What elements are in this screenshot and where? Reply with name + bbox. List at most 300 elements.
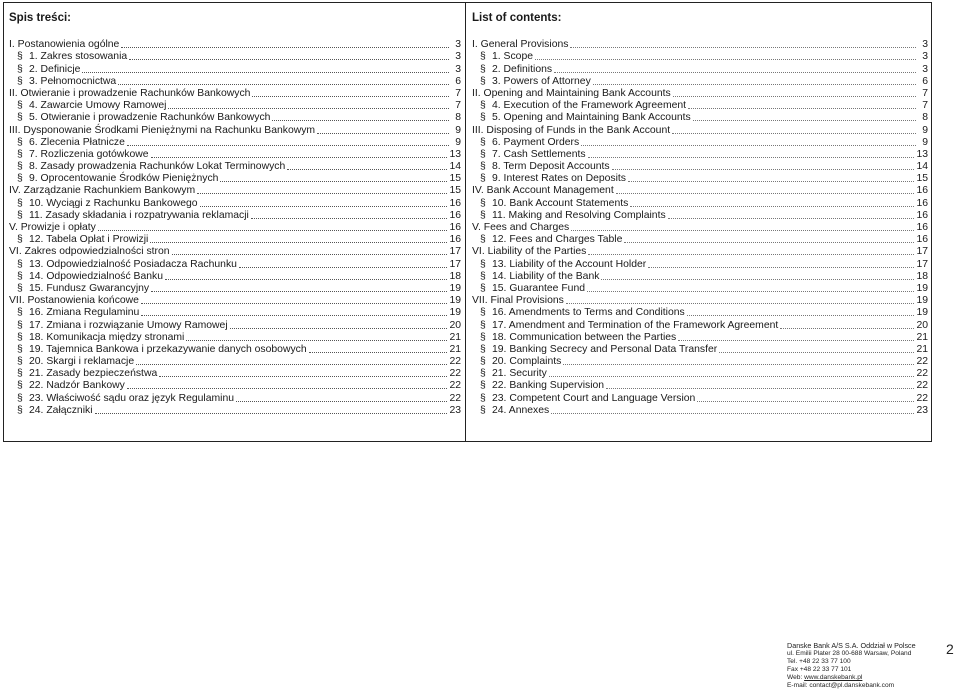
toc-entry[interactable]: [9, 124, 461, 136]
toc-entry[interactable]: [472, 234, 928, 246]
section-symbol: §: [480, 51, 486, 63]
toc-entry-label: 19. Banking Secrecy and Personal Data Transfer: [492, 343, 718, 355]
toc-dot-leader: [688, 108, 916, 109]
toc-entry-label: III. Disposing of Funds in the Bank Account: [472, 124, 671, 136]
toc-entry-page: 16: [449, 209, 461, 221]
toc-entry-label: 2. Definitions: [492, 63, 553, 75]
toc-entry[interactable]: [472, 124, 928, 136]
toc-dot-leader: [118, 84, 449, 85]
toc-entry-label: 20. Complaints: [492, 356, 562, 368]
toc-entry-page: 16: [916, 197, 928, 209]
toc-entry[interactable]: [472, 63, 928, 75]
toc-entry-page: 9: [922, 136, 928, 148]
toc-entry[interactable]: [472, 271, 928, 283]
section-symbol: §: [17, 51, 23, 63]
toc-entry-page: 3: [455, 51, 461, 63]
toc-entry-label: 8. Zasady prowadzenia Rachunków Lokat Terminowych: [29, 161, 286, 173]
footer-web: [787, 674, 916, 682]
toc-dot-leader: [549, 376, 915, 377]
toc-entry-label: 24. Załączniki: [29, 404, 93, 416]
section-symbol: §: [17, 331, 23, 343]
section-symbol: §: [17, 343, 23, 355]
toc-entry-label: 8. Term Deposit Accounts: [492, 161, 610, 173]
toc-dot-leader: [678, 340, 914, 341]
toc-entry[interactable]: [9, 246, 461, 258]
toc-entry[interactable]: [9, 222, 461, 234]
toc-entry[interactable]: [9, 51, 461, 63]
toc-entry[interactable]: [9, 63, 461, 75]
toc-entry-page: 14: [449, 161, 461, 173]
toc-entry-label: IV. Zarządzanie Rachunkiem Bankowym: [9, 185, 196, 197]
section-symbol: §: [480, 270, 486, 282]
toc-entry-page: 22: [916, 380, 928, 392]
toc-entry[interactable]: [9, 185, 461, 197]
toc-dot-leader: [612, 169, 915, 170]
toc-entry[interactable]: [472, 283, 928, 295]
bank-footer: [787, 642, 916, 690]
toc-entry-page: 18: [449, 270, 461, 282]
toc-entry-page: 22: [449, 368, 461, 380]
toc-entry-page: 21: [916, 331, 928, 343]
toc-entry-label: 4. Execution of the Framework Agreement: [492, 100, 687, 112]
toc-dot-leader: [127, 388, 448, 389]
toc-entry[interactable]: [472, 185, 928, 197]
toc-dot-leader: [141, 315, 447, 316]
toc-entry-label: 16. Amendments to Terms and Conditions: [492, 307, 685, 319]
toc-entry-label: I. General Provisions: [472, 39, 569, 51]
toc-entry-label: 7. Cash Settlements: [492, 148, 586, 160]
toc-dot-leader: [239, 267, 447, 268]
toc-entry-page: 7: [455, 87, 461, 99]
toc-dot-leader: [127, 145, 449, 146]
toc-entry-page: 16: [916, 234, 928, 246]
toc-entry[interactable]: [9, 258, 461, 270]
toc-entry-label: 21. Zasady bezpieczeństwa: [29, 368, 158, 380]
toc-dot-leader: [673, 96, 916, 97]
toc-entry[interactable]: [472, 100, 928, 112]
toc-entry-label: 16. Zmiana Regulaminu: [29, 307, 140, 319]
toc-entry-page: 22: [449, 356, 461, 368]
toc-entry-label: VII. Postanowienia końcowe: [9, 295, 139, 307]
section-symbol: §: [480, 136, 486, 148]
toc-entry-label: 17. Zmiana i rozwiązanie Umowy Ramowej: [29, 319, 228, 331]
toc-entry-label: V. Fees and Charges: [472, 222, 570, 233]
toc-entry-label: 22. Nadzór Bankowy: [29, 380, 125, 392]
toc-entry[interactable]: [9, 149, 461, 161]
toc-entry[interactable]: [472, 173, 928, 185]
section-symbol: §: [17, 209, 23, 221]
page-number: 2: [946, 641, 954, 657]
toc-entry-page: 13: [449, 148, 461, 160]
toc-entry-page: 20: [916, 319, 928, 331]
toc-entry-page: 17: [916, 258, 928, 270]
toc-entry-label: 22. Banking Supervision: [492, 380, 605, 392]
toc-entry[interactable]: [472, 319, 928, 331]
toc-dot-leader: [197, 193, 447, 194]
toc-entry-page: 16: [916, 209, 928, 221]
toc-entry[interactable]: [472, 307, 928, 319]
section-symbol: §: [480, 380, 486, 392]
toc-entry-page: 15: [449, 185, 461, 197]
section-symbol: §: [480, 404, 486, 416]
toc-dot-leader: [593, 84, 916, 85]
toc-dot-leader: [186, 340, 447, 341]
toc-entry-page: 3: [922, 51, 928, 63]
toc-entry-page: 21: [916, 343, 928, 355]
toc-entry[interactable]: [9, 210, 461, 222]
toc-dot-leader: [587, 291, 914, 292]
section-symbol: §: [17, 148, 23, 160]
toc-entry-page: 20: [449, 319, 461, 331]
toc-entry[interactable]: [472, 39, 928, 51]
toc-entry[interactable]: [9, 283, 461, 295]
toc-entry-page: 19: [916, 307, 928, 319]
section-symbol: §: [17, 356, 23, 368]
toc-entry-page: 15: [449, 173, 461, 185]
toc-dot-leader: [309, 352, 448, 353]
toc-entry[interactable]: [9, 100, 461, 112]
toc-entry[interactable]: [9, 380, 461, 392]
toc-entry-page: 23: [449, 404, 461, 416]
toc-entry-page: 16: [449, 222, 461, 233]
toc-polish: [3, 2, 466, 442]
toc-entry[interactable]: [9, 344, 461, 356]
toc-entry[interactable]: [472, 88, 928, 100]
toc-dot-leader: [82, 72, 449, 73]
toc-dot-leader: [159, 376, 447, 377]
section-symbol: §: [480, 392, 486, 404]
section-symbol: §: [480, 319, 486, 331]
section-symbol: §: [17, 404, 23, 416]
section-symbol: §: [17, 112, 23, 124]
section-symbol: §: [480, 234, 486, 246]
toc-dot-leader: [687, 315, 915, 316]
toc-dot-leader: [630, 206, 914, 207]
section-symbol: §: [480, 197, 486, 209]
toc-entry-page: 22: [916, 392, 928, 404]
toc-entry[interactable]: [472, 295, 928, 307]
toc-entry-label: VII. Final Provisions: [472, 295, 564, 307]
section-symbol: §: [17, 368, 23, 380]
toc-dot-leader: [252, 96, 449, 97]
section-symbol: §: [480, 63, 486, 75]
toc-entry[interactable]: [9, 405, 461, 417]
footer-address: ul. Emilii Plater 28 00-688 Warsaw, Poland: [787, 650, 912, 657]
toc-entry-label: 11. Making and Resolving Complaints: [492, 209, 666, 221]
toc-entry-label: 12. Fees and Charges Table: [492, 234, 623, 246]
toc-entry[interactable]: [9, 271, 461, 283]
toc-entry[interactable]: [472, 51, 928, 63]
toc-entry-label: 13. Liability of the Account Holder: [492, 258, 647, 270]
toc-dot-leader: [95, 413, 448, 414]
toc-entry[interactable]: [472, 392, 928, 404]
toc-entry-page: 16: [916, 185, 928, 197]
toc-entry-label: 10. Bank Account Statements: [492, 197, 629, 209]
toc-entry[interactable]: [472, 380, 928, 392]
toc-entry-label: 6. Zlecenia Płatnicze: [29, 136, 125, 148]
toc-entry[interactable]: [472, 344, 928, 356]
toc-entry-page: 21: [449, 331, 461, 343]
section-symbol: §: [17, 75, 23, 87]
toc-dot-leader: [697, 401, 914, 402]
toc-entry-label: 7. Rozliczenia gotówkowe: [29, 148, 149, 160]
section-symbol: §: [480, 282, 486, 294]
footer-company: Danske Bank A/S S.A. Oddział w Polsce: [787, 641, 916, 650]
toc-dot-leader: [606, 388, 914, 389]
section-symbol: §: [17, 161, 23, 173]
toc-entry-label: 14. Odpowiedzialność Banku: [29, 270, 164, 282]
toc-entry-page: 17: [449, 246, 461, 258]
toc-dot-leader: [98, 230, 448, 231]
toc-list-english: [472, 39, 928, 417]
footer-tel: Tel. +48 22 33 77 100: [787, 658, 851, 665]
footer-web-label: Web:: [787, 674, 805, 681]
toc-entry[interactable]: [472, 368, 928, 380]
toc-entry-page: 22: [449, 380, 461, 392]
toc-entry[interactable]: [9, 88, 461, 100]
toc-dot-leader: [121, 47, 449, 48]
toc-dot-leader: [588, 157, 915, 158]
section-symbol: §: [480, 161, 486, 173]
toc-entry[interactable]: [472, 246, 928, 258]
toc-dot-leader: [601, 279, 914, 280]
section-symbol: §: [17, 100, 23, 112]
section-symbol: §: [17, 392, 23, 404]
toc-list-polish: [9, 39, 461, 417]
toc-entry[interactable]: [9, 234, 461, 246]
toc-entry[interactable]: [472, 197, 928, 209]
section-symbol: §: [480, 173, 486, 185]
toc-entry-label: 11. Zasady składania i rozpatrywania reklamacji: [29, 209, 249, 221]
toc-entry[interactable]: [9, 137, 461, 149]
toc-entry-page: 19: [449, 295, 461, 307]
toc-entry-page: 22: [449, 392, 461, 404]
toc-entry[interactable]: [9, 307, 461, 319]
section-symbol: §: [17, 307, 23, 319]
toc-dot-leader: [172, 254, 448, 255]
toc-heading-polish: Spis treści:: [9, 12, 71, 24]
toc-dot-leader: [236, 401, 447, 402]
section-symbol: §: [480, 112, 486, 124]
toc-entry-label: 12. Tabela Opłat i Prowizji: [29, 234, 149, 246]
toc-entry-page: 9: [455, 124, 461, 136]
toc-entry-page: 6: [922, 75, 928, 87]
toc-dot-leader: [566, 303, 915, 304]
section-symbol: §: [480, 356, 486, 368]
toc-dot-leader: [780, 328, 914, 329]
toc-entry-page: 19: [449, 282, 461, 294]
toc-entry-page: 22: [916, 368, 928, 380]
footer-fax: Fax +48 22 33 77 101: [787, 666, 852, 673]
section-symbol: §: [17, 173, 23, 185]
toc-entry[interactable]: [9, 197, 461, 209]
toc-entry[interactable]: [472, 210, 928, 222]
section-symbol: §: [17, 234, 23, 246]
toc-dot-leader: [719, 352, 914, 353]
toc-dot-leader: [150, 242, 447, 243]
toc-entry-label: II. Otwieranie i prowadzenie Rachunków Bankowych: [9, 87, 251, 99]
toc-dot-leader: [668, 218, 915, 219]
toc-entry[interactable]: [9, 368, 461, 380]
section-symbol: §: [17, 136, 23, 148]
toc-entry[interactable]: [9, 356, 461, 368]
section-symbol: §: [17, 197, 23, 209]
toc-entry-label: 19. Tajemnica Bankowa i przekazywanie danych osobowych: [29, 343, 307, 355]
toc-entry[interactable]: [9, 161, 461, 173]
section-symbol: §: [17, 319, 23, 331]
toc-dot-leader: [581, 145, 916, 146]
toc-entry-label: 1. Scope: [492, 51, 534, 63]
toc-entry[interactable]: [472, 222, 928, 234]
toc-dot-leader: [551, 413, 914, 414]
toc-dot-leader: [168, 108, 449, 109]
toc-dot-leader: [628, 181, 914, 182]
toc-entry[interactable]: [472, 258, 928, 270]
toc-entry-label: 15. Guarantee Fund: [492, 282, 586, 294]
toc-entry-label: 2. Definicje: [29, 63, 81, 75]
toc-entry-page: 19: [449, 307, 461, 319]
toc-entry-label: 23. Właściwość sądu oraz język Regulaminu: [29, 392, 235, 404]
toc-entry-label: 3. Powers of Attorney: [492, 75, 591, 87]
toc-entry-label: 20. Skargi i reklamacje: [29, 356, 135, 368]
toc-entry-page: 16: [449, 197, 461, 209]
toc-entry-page: 3: [455, 39, 461, 51]
toc-entry-page: 23: [916, 404, 928, 416]
toc-dot-leader: [220, 181, 447, 182]
toc-entry-page: 7: [922, 87, 928, 99]
toc-entry[interactable]: [472, 332, 928, 344]
toc-entry-label: 21. Security: [492, 368, 547, 380]
toc-entry[interactable]: [9, 332, 461, 344]
toc-dot-leader: [230, 328, 448, 329]
toc-entry-label: I. Postanowienia ogólne: [9, 39, 120, 51]
toc-entry-label: 6. Payment Orders: [492, 136, 580, 148]
toc-entry[interactable]: [9, 173, 461, 185]
toc-entry-label: 17. Amendment and Termination of the Framework Agreement: [492, 319, 779, 331]
toc-dot-leader: [554, 72, 916, 73]
section-symbol: §: [17, 270, 23, 282]
toc-entry-page: 17: [449, 258, 461, 270]
toc-dot-leader: [616, 193, 915, 194]
section-symbol: §: [17, 258, 23, 270]
toc-entry-label: 9. Interest Rates on Deposits: [492, 173, 626, 185]
toc-entry-page: 15: [916, 173, 928, 185]
toc-entry-page: 3: [922, 63, 928, 75]
footer-web-link[interactable]: www.danskebank.pl: [804, 674, 863, 681]
toc-entry-page: 3: [455, 63, 461, 75]
toc-dot-leader: [151, 157, 448, 158]
toc-entry[interactable]: [9, 112, 461, 124]
toc-dot-leader: [535, 59, 916, 60]
toc-entry-page: 14: [916, 161, 928, 173]
toc-entry[interactable]: [472, 76, 928, 88]
footer-email: E-mail: contact@pl.danskebank.com: [787, 682, 895, 689]
toc-entry-page: 13: [916, 148, 928, 160]
toc-dot-leader: [588, 254, 914, 255]
toc-dot-leader: [624, 242, 914, 243]
toc-entry-page: 3: [922, 39, 928, 51]
toc-entry-label: 15. Fundusz Gwarancyjny: [29, 282, 150, 294]
toc-dot-leader: [200, 206, 448, 207]
toc-entry-label: 9. Oprocentowanie Środków Pieniężnych: [29, 173, 219, 185]
section-symbol: §: [480, 148, 486, 160]
toc-entry-label: V. Prowizje i opłaty: [9, 222, 96, 233]
toc-entry-page: 17: [916, 246, 928, 258]
section-symbol: §: [480, 331, 486, 343]
section-symbol: §: [480, 343, 486, 355]
toc-entry-label: 5. Otwieranie i prowadzenie Rachunków Bankowych: [29, 112, 271, 124]
toc-entry-label: IV. Bank Account Management: [472, 185, 614, 197]
toc-entry[interactable]: [9, 392, 461, 404]
toc-entry[interactable]: [472, 137, 928, 149]
toc-dot-leader: [272, 120, 449, 121]
toc-entry-page: 9: [455, 136, 461, 148]
toc-dot-leader: [563, 364, 914, 365]
toc-dot-leader: [129, 59, 449, 60]
toc-dot-leader: [251, 218, 448, 219]
section-symbol: §: [480, 258, 486, 270]
toc-dot-leader: [287, 169, 447, 170]
toc-entry-label: 18. Komunikacja między stronami: [29, 331, 185, 343]
section-symbol: §: [480, 209, 486, 221]
toc-entry-label: 10. Wyciągi z Rachunku Bankowego: [29, 197, 198, 209]
toc-entry[interactable]: [472, 161, 928, 173]
toc-entry-page: 7: [922, 100, 928, 112]
toc-entry-page: 18: [916, 270, 928, 282]
toc-entry-page: 8: [455, 112, 461, 124]
toc-dot-leader: [672, 133, 916, 134]
toc-entry-page: 7: [455, 100, 461, 112]
toc-dot-leader: [136, 364, 447, 365]
toc-entry-label: 23. Competent Court and Language Version: [492, 392, 696, 404]
toc-entry-label: 18. Communication between the Parties: [492, 331, 677, 343]
toc-entry-page: 21: [449, 343, 461, 355]
toc-entry[interactable]: [472, 405, 928, 417]
toc-entry-label: VI. Zakres odpowiedzialności stron: [9, 246, 170, 258]
toc-entry[interactable]: [9, 76, 461, 88]
toc-entry-page: 22: [916, 356, 928, 368]
toc-entry-label: 5. Opening and Maintaining Bank Accounts: [492, 112, 691, 124]
toc-entry-label: 1. Zakres stosowania: [29, 51, 128, 63]
toc-entry[interactable]: [9, 295, 461, 307]
toc-entry[interactable]: [472, 356, 928, 368]
toc-entry-label: 14. Liability of the Bank: [492, 270, 600, 282]
section-symbol: §: [17, 282, 23, 294]
toc-heading-english: List of contents:: [472, 12, 562, 24]
section-symbol: §: [480, 307, 486, 319]
toc-entry-label: 3. Pełnomocnictwa: [29, 75, 117, 87]
toc-entry[interactable]: [9, 319, 461, 331]
toc-entry-page: 8: [922, 112, 928, 124]
toc-entry-page: 19: [916, 282, 928, 294]
toc-entry-page: 16: [916, 222, 928, 233]
section-symbol: §: [480, 75, 486, 87]
toc-entry-page: 16: [449, 234, 461, 246]
toc-entry-label: III. Dysponowanie Środkami Pieniężnymi na Rachunku Bankowym: [9, 124, 316, 136]
toc-entry-label: VI. Liability of the Parties: [472, 246, 587, 258]
section-symbol: §: [17, 380, 23, 392]
toc-entry[interactable]: [472, 149, 928, 161]
toc-dot-leader: [151, 291, 447, 292]
toc-entry-page: 19: [916, 295, 928, 307]
toc-dot-leader: [571, 230, 914, 231]
toc-english: [466, 2, 932, 442]
toc-entry[interactable]: [9, 39, 461, 51]
toc-entry-label: 24. Annexes: [492, 404, 550, 416]
toc-dot-leader: [570, 47, 916, 48]
toc-entry[interactable]: [472, 112, 928, 124]
toc-dot-leader: [141, 303, 447, 304]
